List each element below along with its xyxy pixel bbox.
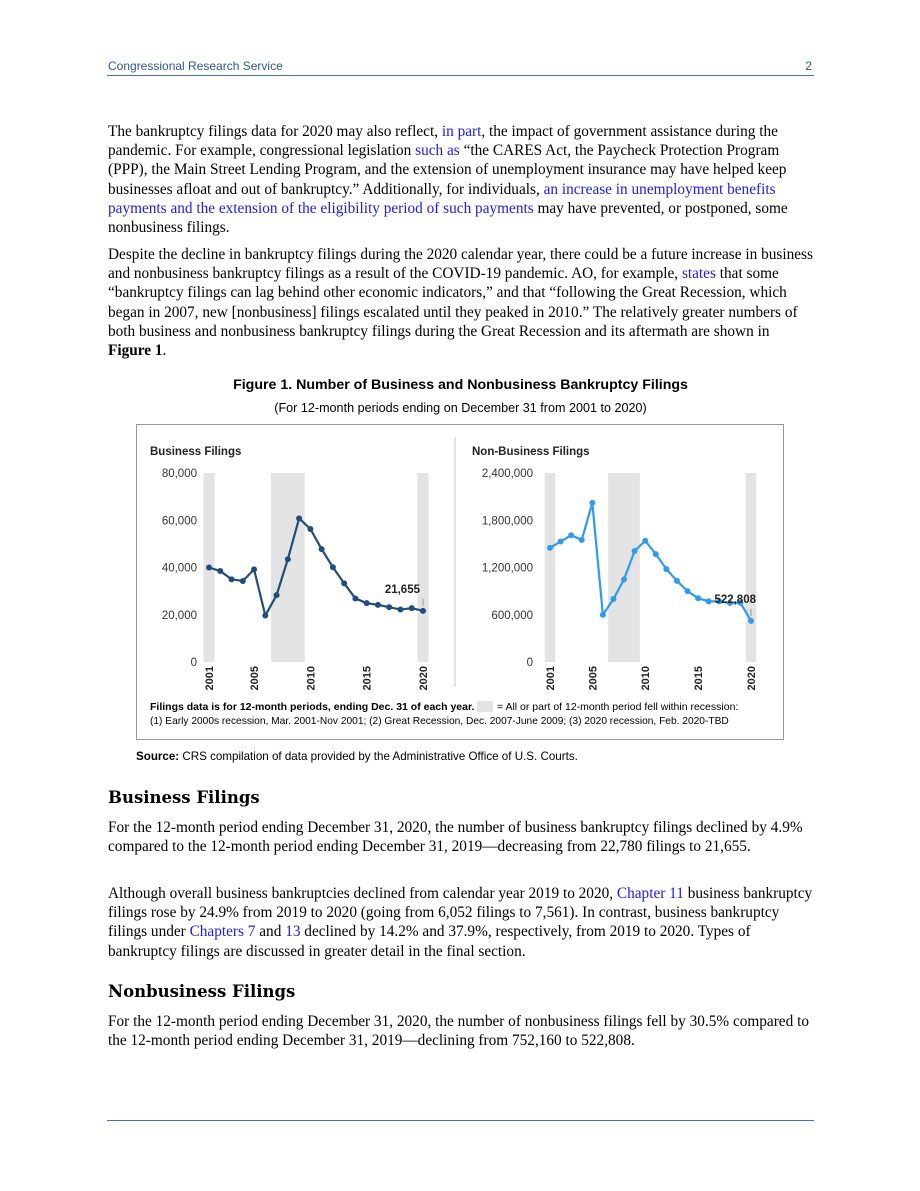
heading-nonbusiness-filings: Nonbusiness Filings <box>108 982 296 1001</box>
x-tick-label: 2005 <box>249 666 262 691</box>
data-point <box>653 551 659 557</box>
data-point <box>330 564 336 570</box>
data-point <box>217 568 223 574</box>
link-chapters-7[interactable]: Chapters 7 <box>189 923 256 941</box>
data-point <box>240 578 246 584</box>
recession-band-3 <box>746 473 757 662</box>
x-tick-label: 2015 <box>361 666 374 691</box>
y-tick-label: 1,800,000 <box>481 515 533 528</box>
last-value-label: 21,655 <box>384 583 420 596</box>
link-unemployment-benefits[interactable]: an increase in unemployment benefits payments and the extension of the eligibility period of such payments <box>108 180 776 217</box>
data-point <box>558 539 564 545</box>
data-point <box>600 612 606 618</box>
data-point <box>748 618 754 624</box>
paragraph-nonbusiness-decline: For the 12-month period ending December 31, 2020, the number of nonbusiness filings fell by 30.5% compared to the 12-month period ending December 31, 2019—declining from 752,160 to 522,808. <box>108 1013 809 1050</box>
page-header <box>107 58 814 76</box>
data-point <box>296 515 302 521</box>
data-point <box>642 538 648 544</box>
chart-canvas <box>137 425 783 739</box>
y-tick-label: 40,000 <box>161 562 197 575</box>
x-tick-label: 2001 <box>204 666 216 691</box>
x-tick-label: 2020 <box>418 666 430 691</box>
figure-source: Source: CRS compilation of data provided by the Administrative Office of U.S. Courts. <box>136 750 578 763</box>
data-point <box>632 548 638 554</box>
last-value-label: 522,808 <box>714 593 756 606</box>
x-tick-label: 2015 <box>693 666 706 691</box>
data-point <box>610 596 616 602</box>
data-point <box>674 578 680 584</box>
link-chapter-13[interactable]: 13 <box>285 923 301 941</box>
series-line <box>209 518 423 615</box>
data-point <box>695 595 701 601</box>
figure-reference: Figure 1 <box>108 342 163 360</box>
chart-title: Non-Business Filings <box>472 446 590 458</box>
figure-subtitle: (For 12-month periods ending on December 31 from 2001 to 2020) <box>274 401 647 415</box>
x-tick-label: 2001 <box>545 666 557 691</box>
chart-note-bold: Filings data is for 12-month periods, ending Dec. 31 of each year. <box>150 701 475 713</box>
data-point <box>579 537 585 543</box>
footer-rule <box>107 1120 814 1121</box>
data-point <box>663 566 669 572</box>
y-tick-label: 600,000 <box>491 609 533 622</box>
page-number: 2 <box>805 59 812 73</box>
data-point <box>685 588 691 594</box>
x-tick-label: 2020 <box>746 666 758 691</box>
data-point <box>206 565 212 571</box>
data-point <box>568 532 574 538</box>
data-point <box>420 608 426 614</box>
data-point <box>307 526 313 532</box>
paragraph-future-increase: Despite the decline in bankruptcy filings during the 2020 calendar year, there could be a future increase in business and nonbusiness bankruptcy filings as a result of the COVID-19 pandemic. AO, for example, states that some “bankruptcy filings can lag behind other economic indicators,” and that “following the Great Recession, which began in 2007, new [nonbusiness] filings escalated until they peaked in 2010.” The relatively greater numbers of both business and nonbusiness bankruptcy filings during the Great Recession and its aftermath are shown in Figure 1. <box>108 246 813 360</box>
recession-legend-swatch <box>477 701 493 712</box>
link-such-as[interactable]: such as <box>415 142 460 160</box>
y-tick-label: 0 <box>190 657 197 669</box>
figure-chart <box>136 424 784 740</box>
data-point <box>352 595 358 601</box>
data-point <box>547 545 553 551</box>
data-point <box>397 607 403 613</box>
y-tick-label: 80,000 <box>161 468 197 480</box>
paragraph-government-assistance: The bankruptcy filings data for 2020 may also reflect, in part, the impact of government assistance during the pandemic. For example, congressional legislation such as “the CARES Act, the Paycheck Protection Program (PPP), the Main Street Lending Program, and the extension of unemployment insurance may have helped keep businesses afloat and out of bankruptcy.” Additionally, for individuals, an increase in unemployment benefits payments and the extension of the eligibility period of such payments may have prevented, or postponed, some nonbusiness filings. <box>108 123 788 237</box>
data-point <box>229 576 235 582</box>
chart-note-recessions: (1) Early 2000s recession, Mar. 2001-Nov 2001; (2) Great Recession, Dec. 2007-June 2009; (3) 2020 recession, Feb. 2020-TBD <box>150 716 729 727</box>
x-tick-label: 2010 <box>640 666 653 691</box>
data-point <box>319 546 325 552</box>
y-tick-label: 2,400,000 <box>481 468 533 480</box>
data-point <box>375 602 381 608</box>
recession-band-3 <box>417 473 428 662</box>
y-tick-label: 20,000 <box>161 609 197 622</box>
data-point <box>251 566 257 572</box>
chart-title: Business Filings <box>150 446 242 458</box>
chart-note-legend: = All or part of 12-month period fell within recession: <box>497 701 739 713</box>
y-tick-label: 0 <box>526 657 533 669</box>
data-point <box>706 598 712 604</box>
x-tick-label: 2005 <box>587 666 600 691</box>
data-point <box>589 500 595 506</box>
link-in-part[interactable]: in part <box>441 123 482 140</box>
data-point <box>262 612 268 618</box>
header-org: Congressional Research Service <box>108 59 283 73</box>
paragraph-business-decline: For the 12-month period ending December 31, 2020, the number of business bankruptcy filings declined by 4.9% compared to the 12-month period ending December 31, 2019—decreasing from 22,780 filings to 21,655. <box>108 819 803 856</box>
data-point <box>274 592 280 598</box>
y-tick-label: 60,000 <box>161 515 197 528</box>
figure-title: Figure 1. Number of Business and Nonbusiness Bankruptcy Filings <box>233 377 688 393</box>
data-point <box>364 600 370 606</box>
link-states[interactable]: states <box>681 265 716 283</box>
recession-band-2 <box>271 473 305 662</box>
nonbusiness-filings-chart <box>472 446 758 690</box>
data-point <box>621 576 627 582</box>
paragraph-chapter-changes: Although overall business bankruptcies declined from calendar year 2019 to 2020, Chapter 11 business bankruptcy filings rose by 24.9% from 2019 to 2020 (going from 6,052 filings to 7,561). In contrast, business bankruptcy filings under Chapters 7 and 13 declined by 14.2% and 37.9%, respectively, from 2019 to 2020. Types of bankruptcy filings are discussed in greater detail in the final section. <box>108 885 813 960</box>
heading-business-filings: Business Filings <box>108 788 260 807</box>
data-point <box>341 580 347 586</box>
recession-band-2 <box>608 473 640 662</box>
x-tick-label: 2010 <box>305 666 318 691</box>
recession-band-1 <box>545 473 556 662</box>
link-chapter-11[interactable]: Chapter 11 <box>616 885 684 902</box>
y-tick-label: 1,200,000 <box>481 562 533 575</box>
business-filings-chart <box>150 446 430 690</box>
data-point <box>386 604 392 610</box>
data-point <box>409 605 415 611</box>
data-point <box>285 556 291 562</box>
